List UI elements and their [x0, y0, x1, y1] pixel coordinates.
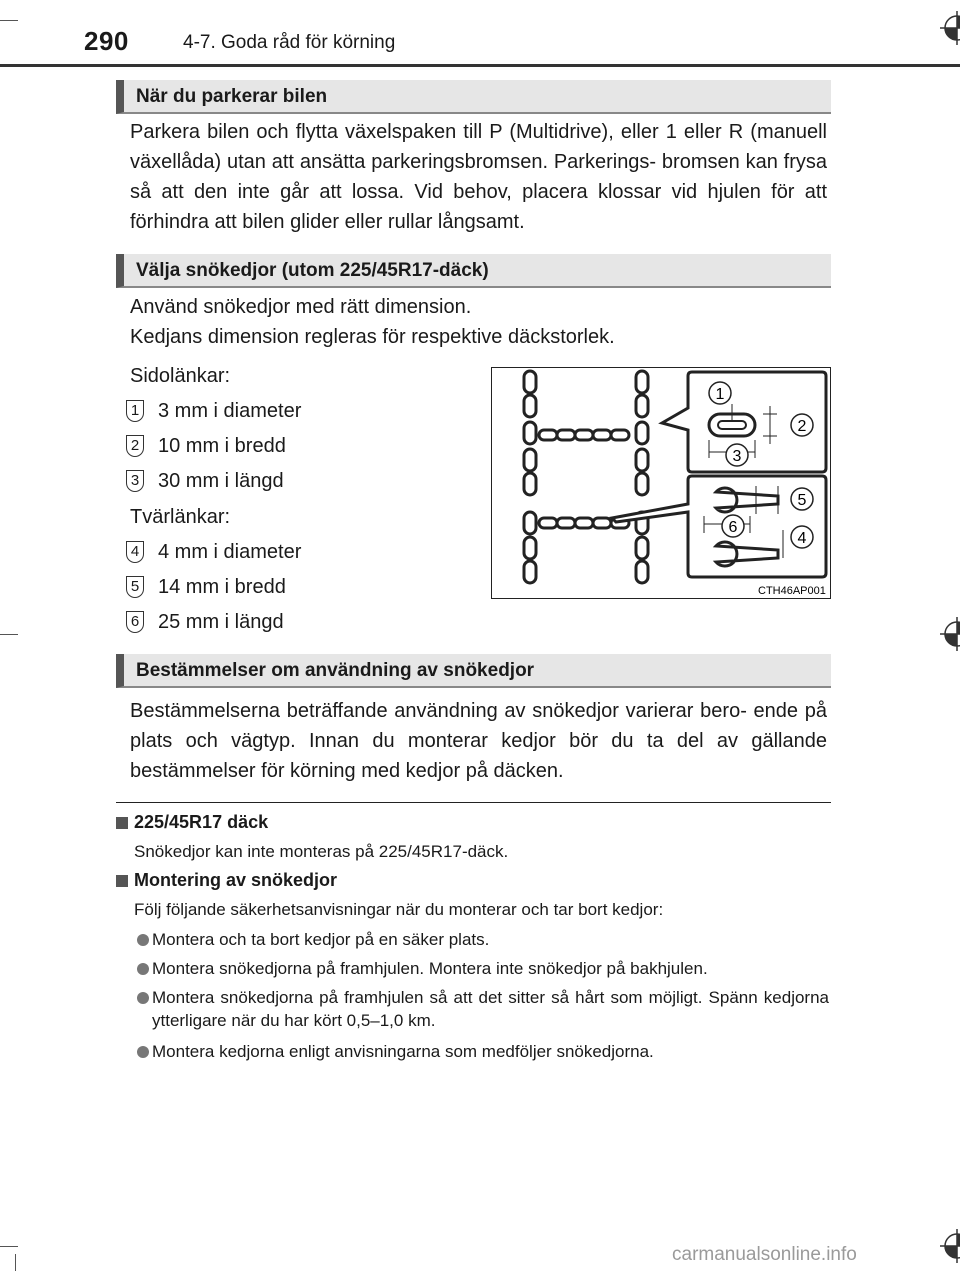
spec-number-badge: 1: [126, 400, 144, 422]
bullet-icon: [137, 963, 149, 975]
spec-cross-diameter: 4 mm i diameter: [158, 541, 302, 563]
mounting-bullet: Montera kedjorna enligt anvisningarna som medföljer snökedjorna.: [152, 1042, 654, 1061]
svg-text:4: 4: [797, 530, 807, 547]
regulations-paragraph: Bestämmelserna beträffande användning av snökedjor varierar bero- ende på plats och vägtyp. Innan du monterar kedjor bör du ta del av gällande bestämmelser för körning med kedjor på däcken.: [130, 700, 827, 782]
registration-mark-icon: [940, 617, 960, 651]
watermark-text: carmanualsonline.info: [672, 1244, 857, 1265]
spec-side-width: 10 mm i bredd: [158, 435, 286, 457]
spec-number-badge: 2: [126, 435, 144, 457]
parking-paragraph: Parkera bilen och flytta växelspaken till P (Multidrive), eller 1 eller R (manuell växellåda) utan att ansätta parkeringsbromsen. Parkerings- bromsen kan frysa så att den inte går att lossa. Vid behov, placera klossar vid hjulen för att förhindra att bilen glider eller rullar långsamt.: [130, 121, 827, 233]
registration-mark-icon: [940, 1229, 960, 1263]
note-square-icon: [116, 875, 128, 887]
chain-drawing: [524, 371, 648, 583]
spec-side-diameter: 3 mm i diameter: [158, 400, 302, 422]
bullet-icon: [137, 934, 149, 946]
chain-dimension-line: Kedjans dimension regleras för respektive däckstorlek.: [130, 326, 615, 348]
bullet-icon: [137, 992, 149, 1004]
svg-text:6: 6: [728, 519, 738, 536]
trim-mark: [0, 634, 18, 635]
svg-text:3: 3: [732, 448, 742, 465]
svg-text:5: 5: [797, 492, 807, 509]
bullet-icon: [137, 1046, 149, 1058]
section-heading-regulations: Bestämmelser om användning av snökedjor: [116, 654, 831, 688]
chain-intro-line: Använd snökedjor med rätt dimension.: [130, 296, 472, 318]
note-text-mounting: Följ följande säkerhetsanvisningar när du monterar och tar bort kedjor:: [134, 900, 664, 919]
spec-cross-length: 25 mm i längd: [158, 611, 284, 633]
svg-text:1: 1: [715, 386, 725, 403]
header-divider: [0, 64, 960, 67]
trim-mark: [15, 1254, 16, 1271]
spec-number-badge: 3: [126, 470, 144, 492]
spec-number-badge: 4: [126, 541, 144, 563]
spec-side-length: 30 mm i längd: [158, 470, 284, 492]
registration-mark-icon: [940, 11, 960, 45]
cross-links-label: Tvärlänkar:: [130, 506, 231, 528]
note-square-icon: [116, 817, 128, 829]
mounting-bullet: Montera och ta bort kedjor på en säker plats.: [152, 930, 490, 949]
side-links-label: Sidolänkar:: [130, 365, 231, 387]
figure-code: CTH46AP001: [758, 585, 826, 597]
chapter-title: 4-7. Goda råd för körning: [183, 32, 396, 53]
note-text-tire: Snökedjor kan inte monteras på 225/45R17-däck.: [134, 842, 509, 861]
spec-number-badge: 5: [126, 576, 144, 598]
note-heading-mounting: Montering av snökedjor: [134, 870, 338, 890]
section-heading-parking: När du parkerar bilen: [116, 80, 831, 114]
mounting-bullet: Montera snökedjorna på framhjulen. Montera inte snökedjor på bakhjulen.: [152, 959, 708, 978]
spec-cross-width: 14 mm i bredd: [158, 576, 286, 598]
trim-mark: [0, 1246, 18, 1247]
snow-chain-illustration: [492, 368, 832, 600]
trim-mark: [0, 20, 18, 21]
svg-text:2: 2: [797, 418, 807, 435]
spec-number-badge: 6: [126, 611, 144, 633]
snow-chain-figure: [491, 367, 831, 599]
page-number: 290: [84, 26, 129, 56]
notes-divider: [116, 802, 831, 803]
section-heading-snow-chains: Välja snökedjor (utom 225/45R17-däck): [116, 254, 831, 288]
note-heading-tire: 225/45R17 däck: [134, 812, 269, 832]
mounting-bullet: Montera snökedjorna på framhjulen så att det sitter så hårt som möjligt. Spänn kedjorna ytterligare när du har kört 0,5–1,0 km.: [152, 988, 829, 1030]
